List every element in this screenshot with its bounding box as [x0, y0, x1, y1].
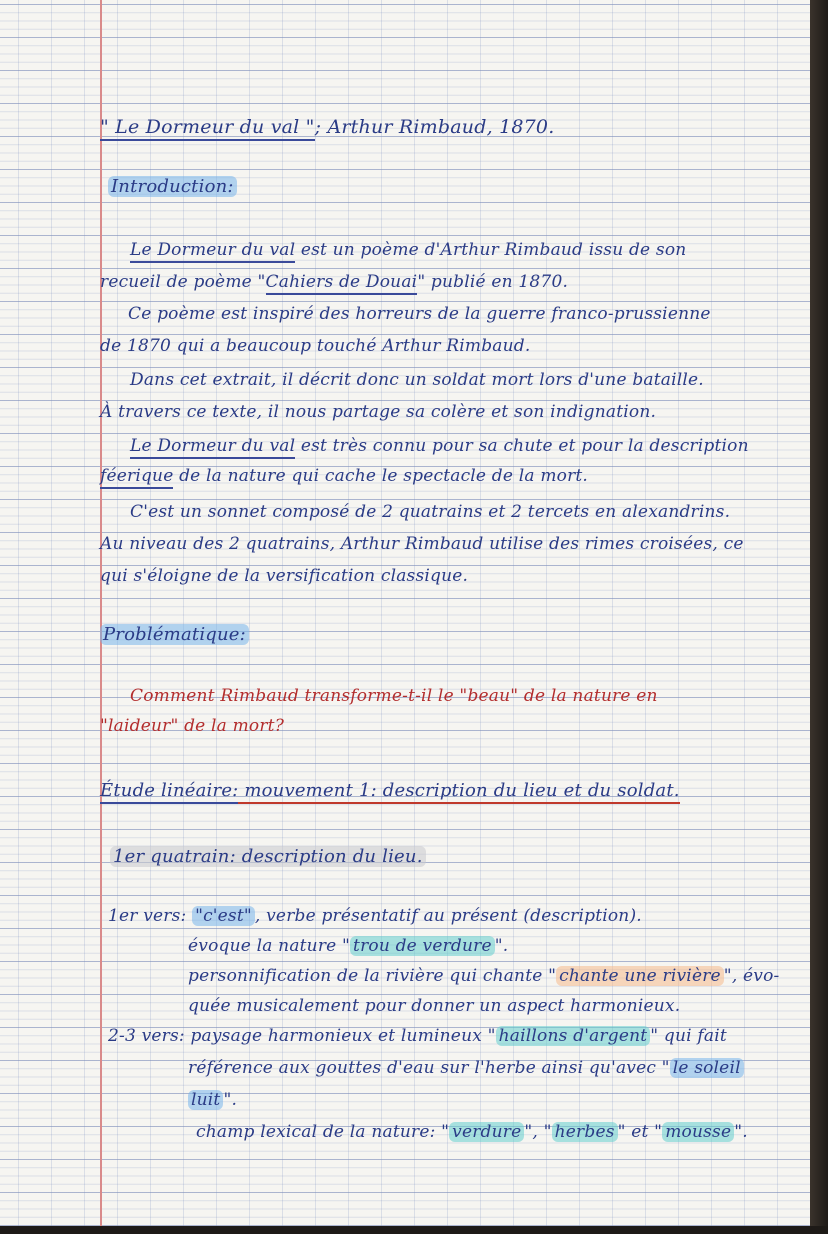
- verse-1-line: 1er vers: "c'est" , verbe présentatif au présent (description).: [108, 906, 642, 926]
- intro-line-1: Le Dormeur du val est un poème d'Arthur Rimbaud issu de son: [130, 240, 686, 260]
- margin-line: [100, 0, 102, 1226]
- intro-line-2: recueil de poème "Cahiers de Douai" publié en 1870.: [100, 272, 568, 292]
- intro-heading: Introduction:: [108, 176, 237, 197]
- intro-line-11: qui s'éloigne de la versification classique.: [100, 566, 469, 586]
- intro-line-3: Ce poème est inspiré des horreurs de la guerre franco-prussienne: [128, 304, 711, 324]
- verse-1-line-3: personnification de la rivière qui chante " chante une rivière ", évo-: [188, 966, 780, 986]
- study-heading: Étude linéaire: mouvement 1: description du lieu et du soldat.: [100, 780, 680, 801]
- verse-2-3-label: 2-3 vers:: [108, 1026, 185, 1046]
- intro-line-10: Au niveau des 2 quatrains, Arthur Rimbaud utilise des rimes croisées, ce: [100, 534, 744, 554]
- intro-line-6: À travers ce texte, il nous partage sa colère et son indignation.: [100, 402, 657, 422]
- intro-line-4: de 1870 qui a beaucoup touché Arthur Rimbaud.: [100, 336, 531, 356]
- title-author-date: ; Arthur Rimbaud, 1870.: [314, 116, 555, 138]
- quatrain-heading: 1er quatrain: description du lieu.: [110, 846, 426, 867]
- intro-line-8: féerique de la nature qui cache le spectacle de la mort.: [100, 466, 588, 486]
- problem-heading: Problématique:: [100, 624, 249, 645]
- problem-line-1: Comment Rimbaud transforme-t-il le "beau" de la nature en: [130, 686, 658, 706]
- intro-line-7: Le Dormeur du val est très connu pour sa chute et pour la description: [130, 436, 749, 456]
- document-title: [100, 116, 554, 138]
- intro-line-5: Dans cet extrait, il décrit donc un soldat mort lors d'une bataille.: [130, 370, 704, 390]
- verse-2-3-line: 2-3 vers: paysage harmonieux et lumineux " haillons d'argent " qui fait: [108, 1026, 727, 1046]
- verse-2-3-line-3: luit ".: [188, 1090, 237, 1110]
- intro-line-9: C'est un sonnet composé de 2 quatrains et 2 tercets en alexandrins.: [130, 502, 731, 522]
- verse-1-line-4: quée musicalement pour donner un aspect harmonieux.: [188, 996, 681, 1016]
- title-work: " Le Dormeur du val ": [100, 116, 315, 141]
- verse-1-label: 1er vers:: [108, 906, 187, 926]
- page-bottom-shadow: [0, 1226, 828, 1234]
- problem-line-2: "laideur" de la mort?: [100, 716, 285, 736]
- verse-2-3-line-2: référence aux gouttes d'eau sur l'herbe ainsi qu'avec " le soleil: [188, 1058, 744, 1078]
- verse-1-line-2: évoque la nature " trou de verdure ".: [188, 936, 509, 956]
- lexical-field-line: champ lexical de la nature: " verdure ", " herbes " et " mousse ".: [196, 1122, 748, 1142]
- page-edge-shadow: [810, 0, 828, 1234]
